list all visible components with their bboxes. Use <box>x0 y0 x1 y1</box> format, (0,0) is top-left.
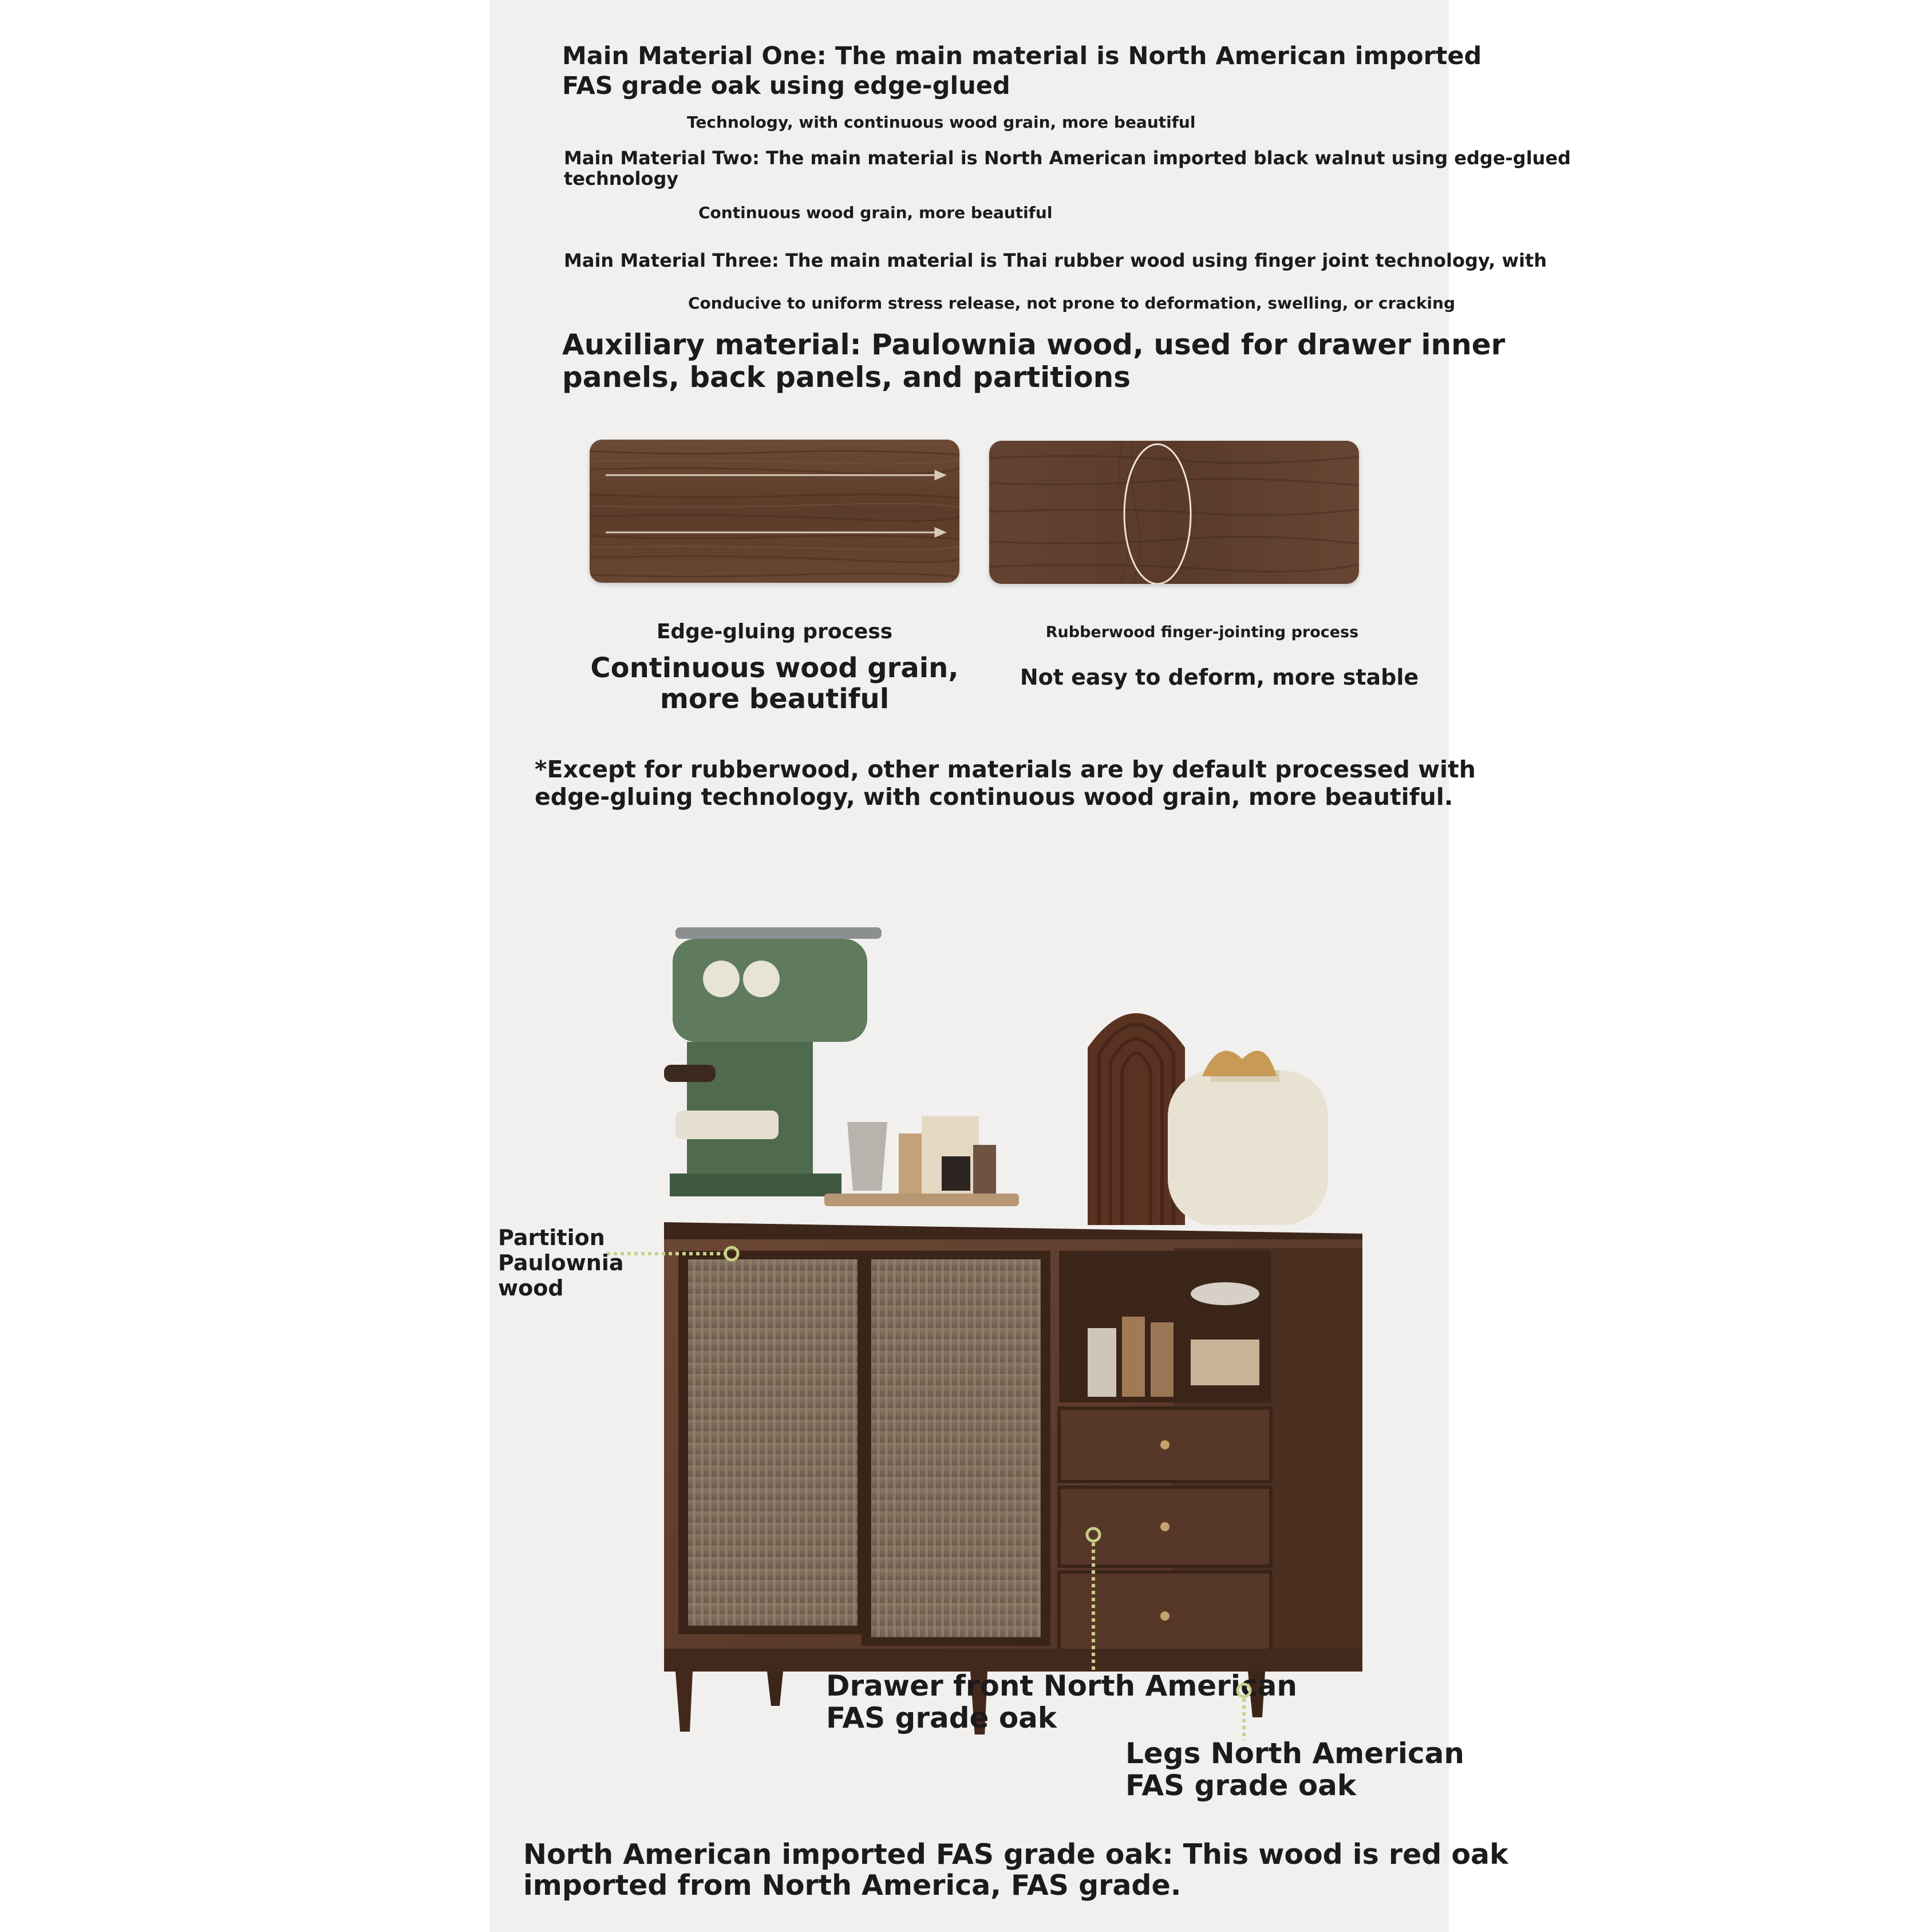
finger-jointing-sample-image <box>989 441 1359 584</box>
main-material-one-line2: FAS grade oak using edge-glued <box>562 72 1010 100</box>
footer-oak-note-line2: imported from North America, FAS grade. <box>523 1869 1182 1902</box>
partition-label-line1: Partition <box>498 1225 605 1250</box>
legs-label-line1: Legs North American <box>1125 1737 1464 1770</box>
auxiliary-material-line2: panels, back panels, and partitions <box>562 361 1131 394</box>
drawer-front-label-line2: FAS grade oak <box>826 1701 1057 1735</box>
finger-jointing-benefit: Not easy to deform, more stable <box>1020 665 1419 690</box>
edge-gluing-benefit-line2: more beautiful <box>659 683 890 715</box>
rubberwood-grain-image <box>989 441 1359 584</box>
main-material-one-line1: Main Material One: The main material is North American imported <box>562 42 1482 70</box>
legs-leader-line <box>1235 1680 1253 1743</box>
main-material-three: Main Material Three: The main material is Thai rubber wood using finger joint technology, with <box>564 250 1547 271</box>
finger-jointing-process-label: Rubberwood finger-jointing process <box>1045 623 1359 641</box>
edge-gluing-note-line2: edge-gluing technology, with continuous wood grain, more beautiful. <box>535 783 1453 811</box>
main-material-one-sub: Technology, with continuous wood grain, more beautiful <box>687 113 1196 132</box>
main-material-two-line1: Main Material Two: The main material is North American imported black walnut using edge-glued <box>564 147 1571 169</box>
legs-label-line2: FAS grade oak <box>1125 1769 1357 1802</box>
edge-gluing-note-line1: *Except for rubberwood, other materials are by default processed with <box>535 756 1476 783</box>
walnut-grain-image <box>590 440 959 583</box>
cabinet-illustration <box>653 904 1425 1735</box>
partition-label-line3: wood <box>498 1275 564 1301</box>
edge-gluing-process-label: Edge-gluing process <box>656 620 893 643</box>
edge-gluing-benefit-line1: Continuous wood grain, <box>590 652 959 684</box>
main-material-two-sub: Continuous wood grain, more beautiful <box>698 203 1053 222</box>
edge-gluing-sample-image <box>590 440 959 583</box>
main-material-three-sub: Conducive to uniform stress release, not prone to deformation, swelling, or cracking <box>688 294 1455 313</box>
auxiliary-material-line1: Auxiliary material: Paulownia wood, used for drawer inner <box>562 328 1506 361</box>
footer-oak-note-line1: North American imported FAS grade oak: This wood is red oak <box>523 1838 1508 1871</box>
main-material-two-line2: technology <box>564 168 679 189</box>
partition-leader-line <box>607 1245 744 1262</box>
partition-label-line2: Paulownia <box>498 1250 624 1275</box>
sideboard-cabinet-image <box>653 904 1425 1735</box>
drawer-front-label-line1: Drawer front North American <box>826 1669 1297 1702</box>
drawer-front-leader-line <box>1085 1526 1102 1674</box>
